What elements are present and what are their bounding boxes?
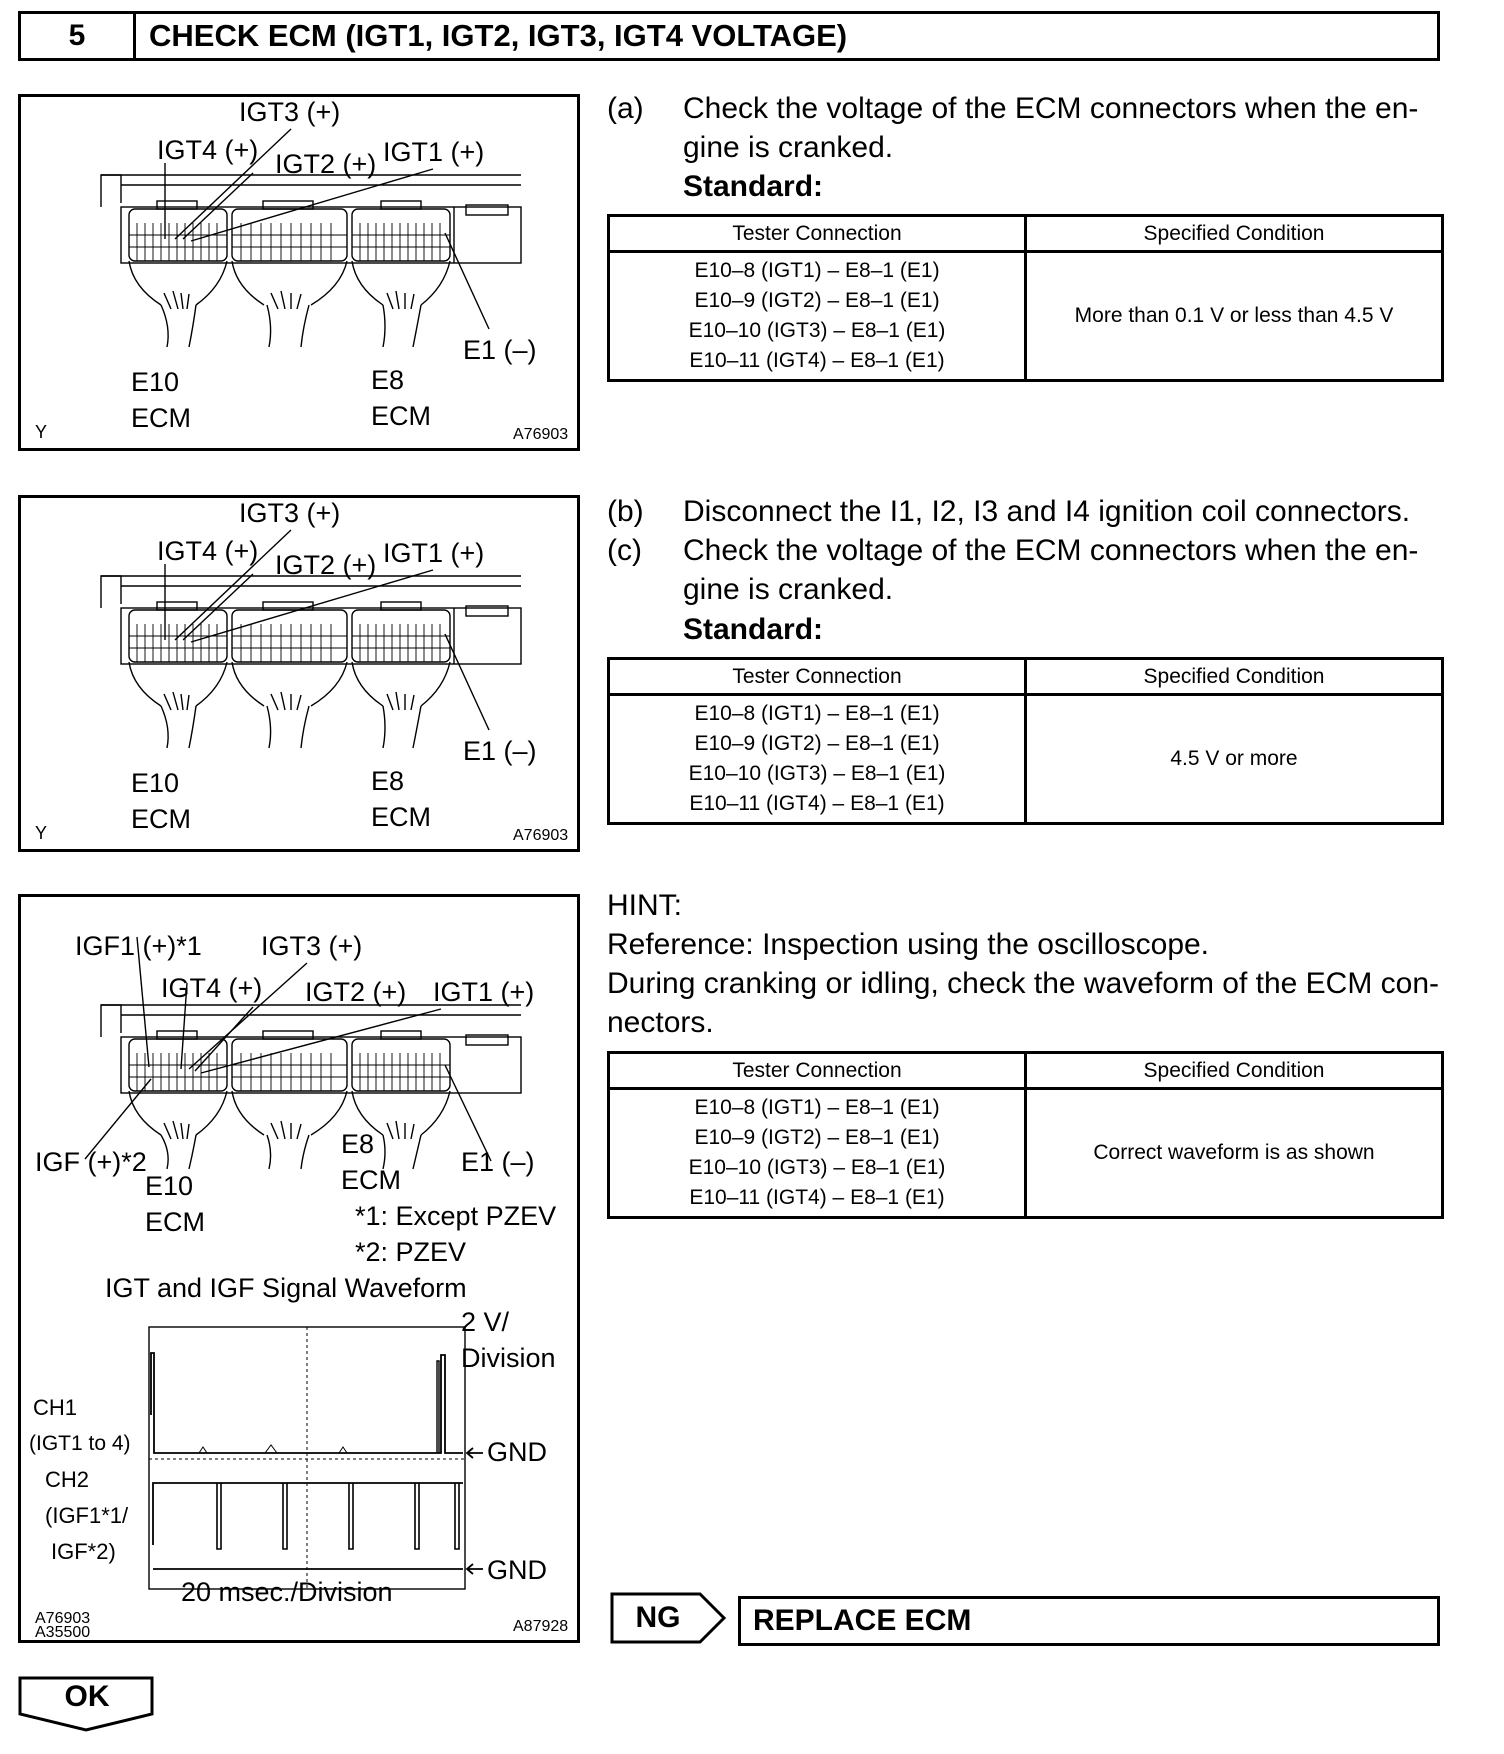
note-except-pzev: *1: Except PZEV: [355, 1201, 557, 1231]
note-pzev: *2: PZEV: [355, 1237, 467, 1267]
igt2-label: IGT2 (+): [305, 977, 407, 1007]
igt1-label: IGT1 (+): [383, 137, 485, 167]
igf1-label: IGF1 (+)*1: [75, 931, 202, 961]
figure-code: A76903: [513, 426, 569, 443]
table-header-condition: Specified Condition: [1026, 216, 1443, 252]
e1-label: E1 (–): [463, 736, 537, 766]
e10-label: E10: [145, 1171, 194, 1201]
igt2-label: IGT2 (+): [275, 149, 377, 179]
igt4-label: IGT4 (+): [157, 536, 259, 566]
step-c: (c) Check the voltage of the ECM connectors when the en- gine is cranked.: [607, 534, 1419, 606]
e8-label: E8: [371, 365, 405, 395]
ecm-label-e10: ECM: [131, 804, 191, 834]
ecm-connector-and-waveform-drawing: [21, 897, 577, 1640]
table-header-condition: Specified Condition: [1026, 1053, 1443, 1089]
ecm-label-e8: ECM: [371, 802, 431, 832]
igt4-label: IGT4 (+): [157, 135, 259, 165]
volts-division-label: Division: [461, 1343, 556, 1373]
igt3-label: IGT3 (+): [261, 931, 363, 961]
spec-table-1: [607, 214, 1444, 382]
e10-label: E10: [131, 367, 180, 397]
table-header-condition: Specified Condition: [1026, 659, 1443, 695]
corner-mark: Y: [35, 422, 48, 442]
ok-label: OK: [64, 1680, 110, 1713]
corner-mark: Y: [35, 823, 48, 843]
igt4-label: IGT4 (+): [161, 973, 263, 1003]
ecm-label-e10: ECM: [145, 1207, 205, 1237]
ch1-sub-label: (IGT1 to 4): [29, 1432, 131, 1455]
connection-list: E10–8 (IGT1) – E8–1 (E1) E10–9 (IGT2) – E8–1 (E1) E10–10 (IGT3) – E8–1 (E1) E10–11 (IGT4) – E8–1 (E1): [609, 695, 1026, 824]
specified-condition: More than 0.1 V or less than 4.5 V: [1026, 252, 1443, 381]
figure-code: A76903: [513, 827, 569, 844]
igt3-label: IGT3 (+): [239, 498, 341, 528]
e10-label: E10: [131, 768, 180, 798]
ecm-label-e8: ECM: [341, 1165, 401, 1195]
e8-label: E8: [341, 1129, 375, 1159]
ng-label: NG: [635, 1601, 681, 1634]
igf-label: IGF (+)*2: [35, 1147, 147, 1177]
figure-code-2: A35500: [35, 1624, 91, 1641]
connection-list: E10–8 (IGT1) – E8–1 (E1) E10–9 (IGT2) – E8–1 (E1) E10–10 (IGT3) – E8–1 (E1) E10–11 (IGT4) – E8–1 (E1): [609, 1089, 1026, 1218]
waveform-figure: [18, 894, 580, 1643]
figure-code-1: A76903: [35, 1610, 91, 1627]
standard-label-c: Standard:: [683, 613, 824, 646]
connector-figure-2: [18, 495, 580, 852]
step-a: (a) Check the voltage of the ECM connectors when the en- gine is cranked.: [607, 92, 1419, 164]
standard-label-a: Standard:: [683, 170, 824, 203]
hint-line-2: During cranking or idling, check the waveform of the ECM con-: [607, 967, 1440, 1000]
step-header: [18, 11, 1440, 61]
ecm-label-e10: ECM: [131, 403, 191, 433]
step-title: CHECK ECM (IGT1, IGT2, IGT3, IGT4 VOLTAGE): [149, 18, 848, 53]
specified-condition: 4.5 V or more: [1026, 695, 1443, 824]
spec-table-2: [607, 657, 1444, 825]
gnd-label-ch2: GND: [487, 1555, 547, 1585]
e1-label: E1 (–): [461, 1147, 535, 1177]
igt3-label: IGT3 (+): [239, 97, 341, 127]
e1-label: E1 (–): [463, 335, 537, 365]
igt1-label: IGT1 (+): [383, 538, 485, 568]
ch1-label: CH1: [33, 1395, 78, 1420]
table-header-connection: Tester Connection: [609, 659, 1026, 695]
hint-label: HINT:: [607, 889, 682, 922]
replace-ecm-action: REPLACE ECM: [738, 1596, 1440, 1646]
ng-result-box: [610, 1592, 728, 1644]
e8-label: E8: [371, 766, 405, 796]
ch2-label: CH2: [45, 1467, 90, 1492]
ecm-label-e8: ECM: [371, 401, 431, 431]
waveform-title: IGT and IGF Signal Waveform: [105, 1273, 467, 1303]
ch2-sub-label-2: IGF*2): [51, 1539, 116, 1564]
specified-condition: Correct waveform is as shown: [1026, 1089, 1443, 1218]
ch2-sub-label-1: (IGF1*1/: [45, 1503, 129, 1528]
connector-figure-1: [18, 94, 580, 451]
volts-per-division: 2 V/: [461, 1307, 510, 1337]
time-per-division: 20 msec./Division: [181, 1577, 393, 1607]
table-header-connection: Tester Connection: [609, 1053, 1026, 1089]
step-b: (b) Disconnect the I1, I2, I3 and I4 ignition coil connectors.: [607, 495, 1411, 528]
table-header-connection: Tester Connection: [609, 216, 1026, 252]
igt1-label: IGT1 (+): [433, 977, 535, 1007]
connection-list: E10–8 (IGT1) – E8–1 (E1) E10–9 (IGT2) – E8–1 (E1) E10–10 (IGT3) – E8–1 (E1) E10–11 (IGT4) – E8–1 (E1): [609, 252, 1026, 381]
hint-line-3: nectors.: [607, 1006, 714, 1039]
step-number: 5: [21, 14, 136, 58]
figure-code-3: A87928: [513, 1618, 569, 1635]
hint-line-1: Reference: Inspection using the oscilloscope.: [607, 928, 1210, 961]
igt2-label: IGT2 (+): [275, 550, 377, 580]
spec-table-3: [607, 1051, 1444, 1219]
gnd-label-ch1: GND: [487, 1437, 547, 1467]
